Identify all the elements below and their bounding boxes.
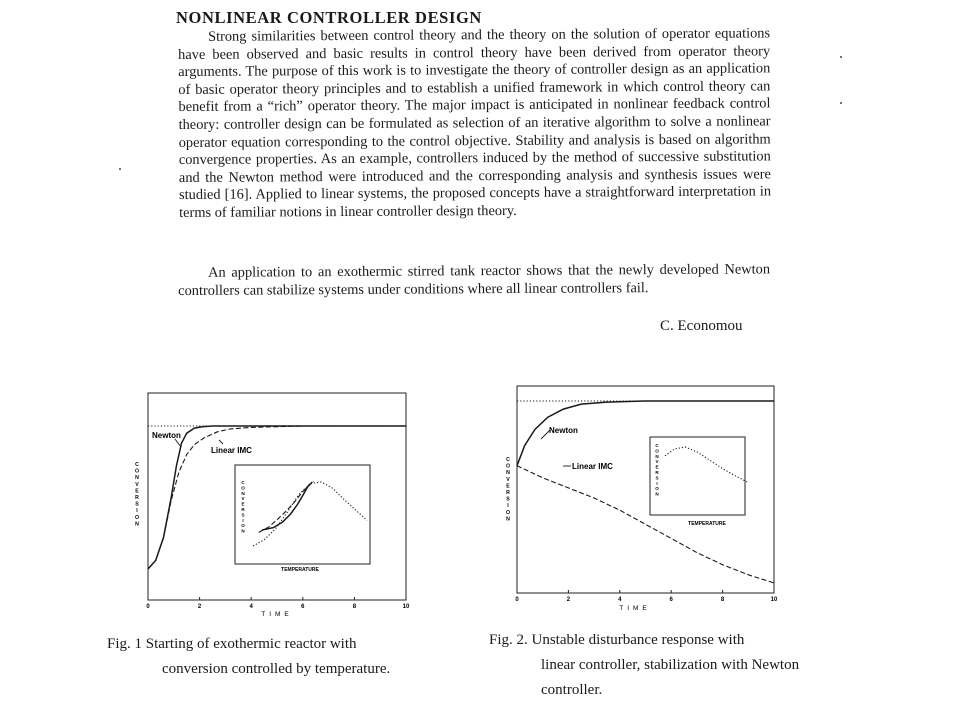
fig2-ylabel-char: S <box>506 496 510 503</box>
fig2-tick-label: 4 <box>618 597 622 603</box>
paragraph-2 <box>178 261 770 300</box>
section-heading: NONLINEAR CONTROLLER DESIGN <box>176 8 482 27</box>
paragraph-1-text: Strong similarities between control theory and the theory on the solution of operator equations have been observed and basic results in control theory have been derived from operator theory arguments. The purpose of this work is to investigate the theory of controller design as an application of basic operator theory principles and to establish a unified framework in which control theory can benefit from a “rich” operator theory. The major impact is anticipated in nonlinear feedback control theory: controller design can be formulated as selection of an iterative algorithm to solve a nonlinear operator equation corresponding to the control objective. Stability and analysis is based on algorithm convergence properties. As an example, controllers induced by the method of successive substitution and the Newton method were introduced and the corresponding analysis and synthesis issues were studied [16]. Applied to linear systems, the proposed concepts have a straightforward interpretation in terms of familiar notions in linear controller design theory. <box>178 25 772 221</box>
fig2-inset-ylabel-char: O <box>655 486 659 492</box>
fig2-inset-xlabel: TEMPERATURE <box>688 521 726 527</box>
fig2-ylabel-char: C <box>506 457 510 463</box>
fig2-ylabel-char: N <box>506 470 510 477</box>
fig2-ylabel-char: I <box>507 503 509 510</box>
fig1-ylabel-char: N <box>135 521 139 528</box>
fig1-ylabel-char: S <box>135 501 139 508</box>
paragraph-1 <box>178 25 771 222</box>
fig2-inset-ylabel-char: C <box>655 443 659 448</box>
fig2-ylabel-char: R <box>506 490 510 496</box>
caption-line: Fig. 1 Starting of exothermic reactor with <box>107 636 357 652</box>
caption-line: linear controller, stabilization with Newton <box>541 657 800 673</box>
fig1-ylabel-char: R <box>135 495 139 501</box>
fig1-inset-ylabel-char: R <box>241 507 245 512</box>
fig1-ylabel-char: O <box>134 468 140 475</box>
author-name: C. Economou <box>660 318 743 334</box>
fig2-inset-ylabel-char: I <box>656 480 658 486</box>
fig2-xlabel: TIME <box>619 605 651 612</box>
fig2-ylabel-char: V <box>506 476 510 483</box>
fig1-tick-label: 2 <box>197 604 202 610</box>
fig1-inset-ylabel-char: I <box>242 517 244 523</box>
fig1-xlabel: TIME <box>261 611 293 618</box>
fig1-inset-ylabel-char: N <box>241 528 245 534</box>
fig1-inset-ylabel-char: N <box>241 490 245 496</box>
fig2-ylabel-char: O <box>505 509 511 516</box>
fig2-ylabel-char: N <box>506 516 510 523</box>
fig1-inset-ylabel-char: C <box>241 480 245 485</box>
fig1-ylabel-char: O <box>134 514 140 521</box>
fig1-curve-labels <box>152 431 252 455</box>
fig2-inset-ylabel-char: R <box>655 470 659 475</box>
fig2-inset-ylabel-char: O <box>655 448 659 454</box>
figure-1-caption <box>107 632 390 682</box>
caption-line: conversion controlled by temperature. <box>162 661 391 677</box>
fig2-curve-labels <box>541 426 613 471</box>
fig2-ylabel-char: E <box>506 483 510 490</box>
fig1-x-ticks <box>146 597 410 610</box>
fig1-tick-label: 8 <box>352 604 357 610</box>
fig1-newton-label: Newton <box>152 431 181 440</box>
fig2-ylabel-char: O <box>505 463 511 470</box>
fig1-ylabel-char: N <box>135 475 139 482</box>
fig2-inset-ylabel-char: N <box>655 453 659 459</box>
fig1-inset-ylabel-char: E <box>241 501 245 507</box>
fig1-inset-ylabel-char: S <box>241 512 245 518</box>
fig2-inset-frame <box>650 437 745 515</box>
fig1-ylabel-char: I <box>136 508 138 515</box>
figure-2-caption <box>489 628 799 703</box>
paragraph-2-text: An application to an exothermic stirred tank reactor shows that the newly developed Newton controllers can stabilize systems under conditions where all linear controllers fail. <box>178 261 771 299</box>
fig2-imc-label: Linear IMC <box>572 462 613 471</box>
scan-speck <box>840 56 842 58</box>
caption-line: Fig. 2. Unstable disturbance response with <box>489 632 745 648</box>
fig2-inset-ylabel-char: N <box>655 491 659 497</box>
fig2-tick-label: 0 <box>515 597 519 603</box>
figure-2 <box>495 375 785 620</box>
fig1-inset-ylabel-char: O <box>241 523 245 529</box>
fig2-tick-label: 6 <box>669 597 673 603</box>
caption-line: controller. <box>541 682 603 698</box>
fig2-newton-label: Newton <box>549 426 578 435</box>
fig1-tick-label: 0 <box>146 604 150 610</box>
fig2-tick-label: 8 <box>720 597 725 603</box>
fig1-tick-label: 10 <box>402 604 410 610</box>
fig1-ylabel-char: C <box>135 462 139 468</box>
fig2-inset-ylabel-char: V <box>655 459 659 465</box>
fig2-ylabel <box>506 457 510 522</box>
figure-1 <box>125 380 425 620</box>
fig2-x-ticks <box>515 590 778 603</box>
fig1-tick-label: 4 <box>249 604 253 610</box>
fig2-tick-label: 2 <box>566 597 571 603</box>
fig1-inset-ylabel-char: O <box>241 485 245 491</box>
fig1-ylabel-char: E <box>135 488 139 495</box>
fig2-tick-label: 10 <box>770 597 778 603</box>
fig1-tick-label: 6 <box>301 604 305 610</box>
fig2-inset-ylabel-char: S <box>655 475 659 481</box>
scan-speck <box>840 102 842 104</box>
fig1-imc-label: Linear IMC <box>211 446 252 455</box>
fig1-inset-frame <box>235 465 370 564</box>
fig2-inset-ylabel-char: E <box>655 464 659 470</box>
fig1-imc-leader <box>219 440 223 444</box>
fig1-newton-leader <box>175 439 181 447</box>
fig1-ylabel-char: V <box>135 481 139 488</box>
fig1-inset-xlabel: TEMPERATURE <box>281 567 319 573</box>
fig1-ylabel <box>135 462 139 527</box>
scan-speck <box>119 168 121 170</box>
fig1-inset-ylabel-char: V <box>241 496 245 502</box>
